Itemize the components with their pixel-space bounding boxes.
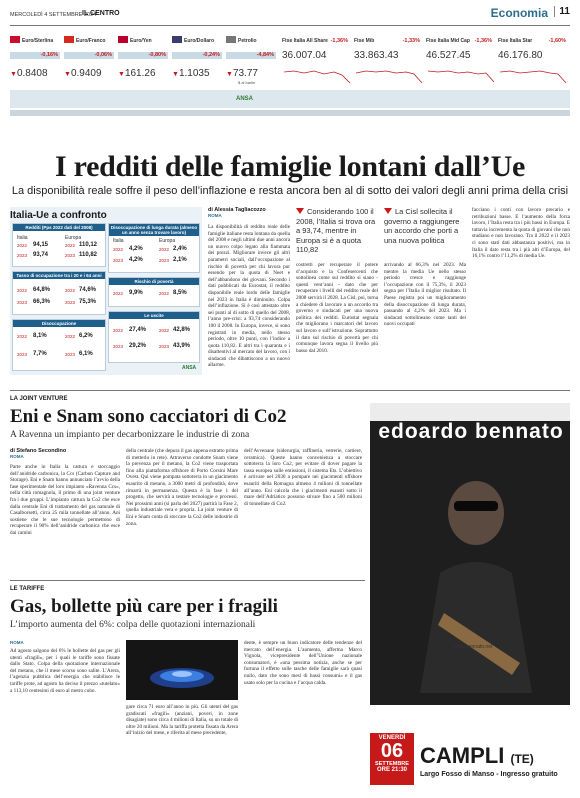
year: 2022 (17, 334, 28, 339)
ad-day: VENERDÌ (378, 735, 406, 741)
down-arrow-icon: ▼ (172, 71, 179, 78)
main-column-2: costretti per recuperare il potere d’acquisto e la Confesercenti che sottolinea come sul reddito si siano - questi vent’anni - dato che per recuperare i livelli del reddito reale del 2008 servirà il 2028. La Cisl, poi, torna a chiedere di lavorare a un accordo tra governo e sindacati per una nuova politica dei redditi. Eurostat segnala che migliorano i marcatori del lavoro sul lavoro e sull’istruzione. Soprattutto il dato sul rischio di povertà per chi comunque lavora segna il livello più basso dal 2010. (296, 262, 378, 354)
story2-subtitle: A Ravenna un impianto per decarbonizzare le industrie di zona (10, 430, 250, 440)
value: 4,2% (129, 246, 143, 252)
year: 2023 (65, 300, 76, 305)
story2-tag: LA JOINT VENTURE (10, 396, 68, 402)
market-name: Euro/Dollaro (184, 38, 215, 44)
ad-venue: Largo Fosso di Manso - Ingresso gratuito (420, 771, 558, 778)
ad-footer (370, 644, 570, 798)
market-change: -0,16% (40, 52, 58, 58)
value: 2,1% (173, 257, 187, 263)
market-value (172, 68, 210, 79)
value: 42,8% (173, 327, 191, 333)
year: 2022 (17, 288, 28, 293)
info-box-head: Redditi (Pps 2022 dati del 2008) (13, 224, 105, 231)
header-page-number: 11 (554, 6, 570, 17)
market-value (10, 68, 48, 79)
infographic-agency: ANSA (182, 365, 197, 371)
value: 8,1% (33, 333, 47, 339)
year: 2022 (113, 247, 124, 252)
infographic-title: Italia-Ue a confronto (10, 210, 107, 221)
market-eur-jpy (118, 32, 170, 106)
market-value-text: 0.8408 (16, 68, 48, 79)
header-section: Economia (490, 6, 548, 20)
label-italia: Italia (17, 235, 28, 241)
year: 2022 (17, 243, 28, 248)
gas-stove-photo (126, 640, 238, 700)
ad-city-line (420, 743, 534, 769)
header-paper: IL CENTRO (82, 10, 120, 17)
year: 2023 (65, 352, 76, 357)
info-box-lunga-durata (108, 223, 200, 273)
story3-subtitle: L’importo aumenta del 6%: colpa delle quotazioni internazionali (10, 620, 256, 630)
main-byline-block (208, 207, 290, 218)
value: 2,4% (173, 246, 187, 252)
ad-title: edoardo bennato (378, 420, 564, 443)
year: 2022 (65, 288, 76, 293)
market-change: -0,80% (148, 52, 166, 58)
index-star (498, 32, 570, 106)
down-arrow-icon: ▼ (226, 71, 233, 78)
value: 27,4% (129, 327, 147, 333)
info-box-head: Disoccupazione (13, 320, 105, 327)
index-mib (354, 32, 424, 106)
info-box-occupazione (12, 271, 106, 315)
ad-date-box (370, 733, 414, 785)
index-sparkline (282, 66, 352, 88)
main-headline: I redditi delle famiglie lontani dall’Ue (55, 150, 525, 183)
year: 2023 (159, 344, 170, 349)
index-change: -1,36% (474, 38, 492, 44)
index-name: Ftse Italia Star (498, 38, 533, 44)
year: 2023 (65, 253, 76, 258)
market-value-text: 0.9409 (70, 68, 102, 79)
story3-column-1: Ad agosto salgono del 6% le bollette del gas per gli utenti «fragili», per i quali le tariffe sono fissate dallo Stato. Colpa della quotazione internazionale del metano, che il mese scorso sono salite. L’Arera, l’agenzia pubblica dell’energia che stabilisce le tariffe prote, ad agosto ha deciso il prezzo «tutelato» a 113,10 centesimi di euro al metro cubo. (10, 648, 120, 694)
story3-tag: LE TARIFFE (10, 586, 45, 592)
year: 2023 (113, 258, 124, 263)
market-value (64, 68, 102, 79)
value: 64,8% (33, 287, 51, 293)
index-name: Ftse Italia Mid Cap (426, 38, 470, 44)
value: 4,2% (129, 257, 143, 263)
value: 74,6% (79, 287, 97, 293)
index-change: -1,60% (548, 38, 566, 44)
info-box-disoccupazione (12, 319, 106, 371)
info-box-head: Le uscite (109, 312, 199, 319)
main-column-3: arrivando al 66,3% nel 2023. Ma mentre la media Ue nello stesso periodo cresce e raggiunge l’occupazione con il 75,3%, il 2023 segna per l’Italia il miglior risultato. Il Paese registra poi un miglioramento della disoccupazione di lunga durata, passando al 4,2% del 2023. Ma i sindacati sottolineano come tanti dei nuovi occupati (384, 262, 466, 328)
flag-icon (64, 36, 74, 43)
singer-photo (400, 463, 550, 693)
market-eur-gbp (10, 32, 62, 106)
flag-icon (172, 36, 182, 43)
info-box-uscite (108, 311, 200, 363)
story3-headline: Gas, bollette più care per i fragili (10, 596, 278, 617)
market-value-text: 73.77 (232, 68, 258, 79)
value: 75,3% (79, 299, 97, 305)
value: 110,12 (79, 242, 98, 248)
index-name: Ftse Mib (354, 38, 375, 44)
value: 9,9% (129, 290, 143, 296)
value: 6,2% (79, 333, 93, 339)
index-mid-cap (426, 32, 496, 106)
ad-date: 06 (380, 740, 404, 762)
index-sparkline (498, 66, 568, 88)
value: 94,15 (33, 242, 49, 248)
markets-agency: ANSA (236, 96, 254, 102)
year: 2022 (113, 291, 124, 296)
market-name: Petrolio (238, 38, 257, 44)
pull-quote-1 (296, 207, 378, 255)
info-box-head: Rischio di povertà (109, 278, 199, 285)
value: 7,7% (33, 351, 47, 357)
value: 110,82 (79, 252, 98, 258)
down-arrow-icon: ▼ (64, 71, 71, 78)
story2-headline: Eni e Snam sono cacciatori di Co2 (10, 406, 287, 427)
value: 29,2% (129, 343, 147, 349)
year: 2023 (159, 258, 170, 263)
header-date: MERCOLEDÌ 4 SETTEMBRE 2024 (10, 12, 97, 18)
year: 2023 (17, 253, 28, 258)
info-box-poverta (108, 277, 200, 307)
pull-quote-text: La Cisl sollecita il governo a raggiungere un accordo che porti a una nuova politica (384, 207, 460, 245)
story2-byline-block (10, 448, 120, 459)
info-box-head: Tasso di occupazione tra i 20 e i 64 anni (13, 272, 105, 279)
value: 66,3% (33, 299, 51, 305)
index-value: 46.527.45 (426, 50, 471, 61)
infographic (10, 207, 202, 375)
down-arrow-icon: ▼ (10, 71, 17, 78)
ad-sponsor-strip (370, 403, 570, 421)
divider (10, 390, 570, 391)
main-column-4: facciano i conti con lavoro precario e retribuzioni basse. E l’aumento della forza lavoro, l’Italia resta tra i più bassi in Europa. E tuttavia incrementa la quota di giovani che non studiano e non lavorano. Tra il 2022 e il 2023 ci sono stati dati abbastanza positivi, ma in Italia il dato resta tra i più alti d’Europa, del 16,1% contro l’11,2% di media Ue. (472, 207, 570, 260)
market-eur-usd (172, 32, 224, 106)
down-arrow-icon: ▼ (118, 71, 125, 78)
dateline: ROMA (208, 213, 222, 218)
index-sparkline (354, 66, 424, 88)
market-change: -0,06% (94, 52, 112, 58)
flag-icon (10, 36, 20, 43)
market-change: -4,84% (256, 52, 274, 58)
ad-time: ORE 21:30 (376, 767, 407, 773)
market-value-text: 1.1035 (178, 68, 210, 79)
ad-month: SETTEMBRE (375, 761, 409, 767)
market-name: Euro/Sterlina (22, 38, 54, 44)
market-oil (226, 32, 278, 106)
info-box-redditi (12, 223, 106, 267)
value: 8,5% (173, 290, 187, 296)
value: 6,1% (79, 351, 93, 357)
pull-quote-text: Considerando 100 il 2008, l’Italia si trova ora a 93,74, mentre in Europa si è a quota 110,82 (296, 207, 376, 254)
oil-unit: $ al barile (238, 80, 256, 85)
flag-icon (118, 36, 128, 43)
label-europa: Europa (159, 238, 176, 244)
year: 2023 (17, 352, 28, 357)
index-sparkline (426, 66, 496, 88)
pull-quote-icon (384, 208, 392, 214)
story3-column-3: dente, è sempre un buon indicatore delle tendenze del mercato dell’energia. L’aumento, afferma Marco Vignola, vicepresidente dell’Unione nazionale consumatori, è «una pessima notizia, anche se per fortuna il effetto sulle tasche delle famiglie sarà quasi nullo, dato che sono mesi di bassi consumi» e il gas usato solo per la cucina e l’acqua calda. (244, 640, 362, 686)
index-all-share (282, 32, 352, 106)
ad-url: www.bennato.net (454, 644, 493, 650)
oil-icon (226, 36, 236, 43)
index-change: -1,33% (402, 38, 420, 44)
year: 2023 (17, 300, 28, 305)
ad-city: CAMPLI (420, 743, 505, 768)
market-name: Euro/Franco (76, 38, 106, 44)
label-italia: Italia (113, 238, 124, 244)
year: 2022 (113, 328, 124, 333)
ad-province: (TE) (510, 752, 534, 766)
year: 2022 (65, 243, 76, 248)
market-name: Euro/Yen (130, 38, 152, 44)
market-value (226, 68, 258, 79)
index-value: 46.176.80 (498, 50, 543, 61)
story3-column-2: gare circa 71 euro all’anno in più. Gli utenti del gas gradiscati «fragili» (anziani, poveri, in zone disagiate) sono circa 4 milioni di Italia, su un totale di oltre 20 milioni. Ma la tariffa protetta fissata da Arera all’inizio del mese, e riferita al mese precedente, (126, 704, 238, 737)
story3-dateline: ROMA (10, 640, 24, 645)
value: 93,74 (33, 252, 49, 258)
page-header (10, 4, 570, 26)
index-change: -1,36% (330, 38, 348, 44)
label-europa: Europa (65, 235, 82, 241)
divider (10, 580, 365, 581)
story2-column-3: dell’Avvenane (siderurgia, raffineria, vetrerie, cartiere, ceramica). Queste hanno convenienza a stoccare sottoterra la loro Co2, per evitare di dover pagare la tassa europea sulle emissioni, il sistema Ets. L’obiettivo è arrivare nel 2030 a pompare nei giacimenti offshore esauriti della Romagna almeno 4 milioni di tonnellate all’anno. Eni calcola che i giacimenti esausti sotto il mare dell’Adriatico possono stivare fino a 500 milioni di tonnellate di Co2. (244, 448, 362, 507)
markets-strip (10, 32, 570, 136)
value: 43,9% (173, 343, 191, 349)
markets-axis-strip (10, 110, 570, 116)
market-value-text: 161.26 (124, 68, 156, 79)
info-box-head: Disoccupazione di lunga durata (almeno un anno senza trovare lavoro) (110, 225, 198, 235)
market-change: -0,24% (202, 52, 220, 58)
pull-quote-icon (296, 208, 304, 214)
index-value: 36.007.04 (282, 50, 327, 61)
byline: di Alessia Tagliacozzo (208, 207, 266, 213)
year: 2022 (159, 247, 170, 252)
pull-quote-2 (384, 207, 466, 245)
year: 2022 (159, 291, 170, 296)
story2-column-1: Parte anche in Italia la cattura e stoccaggio dell’anidride carbonica, la Ccs (Carbon Capture and Storage). Eni e Snam hanno annunciato l’avvio della fase sperimentale del loro impianto «Ravenna Ccs», nella città romagnola, il primo di una joint venture fra i due gruppi. L’impianto cattura la Co2 che esce dalla centrale Eni di trattamento del gas naturale di Casalborsetti, circa 25 mila tonnellate all’anno. Ani sostiene che le sue tecnologie permettono di recuperare il 90% dell’anidride carbonica che esce dai camini (10, 464, 120, 536)
dateline: ROMA (10, 454, 24, 459)
year: 2022 (65, 334, 76, 339)
byline: di Stefano Secondino (10, 448, 67, 454)
index-value: 33.863.43 (354, 50, 399, 61)
index-name: Ftse Italia All Share (282, 38, 328, 44)
main-subtitle: La disponibilità reale soffre il peso dell’inflazione e resta ancora ben al di sotto dei valori degli anni prima della crisi (11, 185, 569, 197)
story2-column-2: della centrale (che depura il gas appena estratto prima di metterlo in rete). Attraverso condotte Snam viene la prevenza per il metano, la Co2 viene trasportata fino alla piattaforma offshore di Porto Corsini Mare Ovest. Qui viene pompata sottoterra in un giacimento esaurito di metano, a 3000 metri di profondità, dove rimarrà in permanenza. Questa è la fase 1 del progetto, che servirà a testare tecnologie e processi. Nei prossimi anni (si parla del 2027) partirà la Fase 2, quella industriale vera e propria. La joint venture di Eni e Snam conta di stoccare la Co2 delle industrie di zona. (126, 448, 238, 527)
year: 2023 (113, 344, 124, 349)
main-column-1: La disponibilità di reddito reale delle famiglie italiane resta lontana da quella del 2008 e negli ultimi due anni ancora un nuovo colpo legato alla fiammata dei prezzi. Migliorare invece gli altri parametri sociali, dall’occupazione al rischio di povertà per chi lavora pur essendo per la quota di Neet e dell’abbandono dei giovani. Secondo i dati pubblicati da Eurostat, il reddito disponibile reale lordo delle famiglie nel 2023 in Italia è diminuito. Colpa dell’inflazione. Si è così attestato oltre sei punti al di sotto di quello del 2008, l’anno pre-crisi: a 93,74 considerando 100 il 2008. In Europa, invece, si sono registrati in media, nello stesso periodo, oltre 10 punti, con l’indice a quota 110,82. E altri tra i quaranta e i disattentivi al mercato del lavoro, con i sindacati che dibattiscono a un nuovo allarme. (208, 224, 290, 369)
market-value (118, 68, 156, 79)
year: 2022 (159, 328, 170, 333)
market-eur-chf (64, 32, 116, 106)
